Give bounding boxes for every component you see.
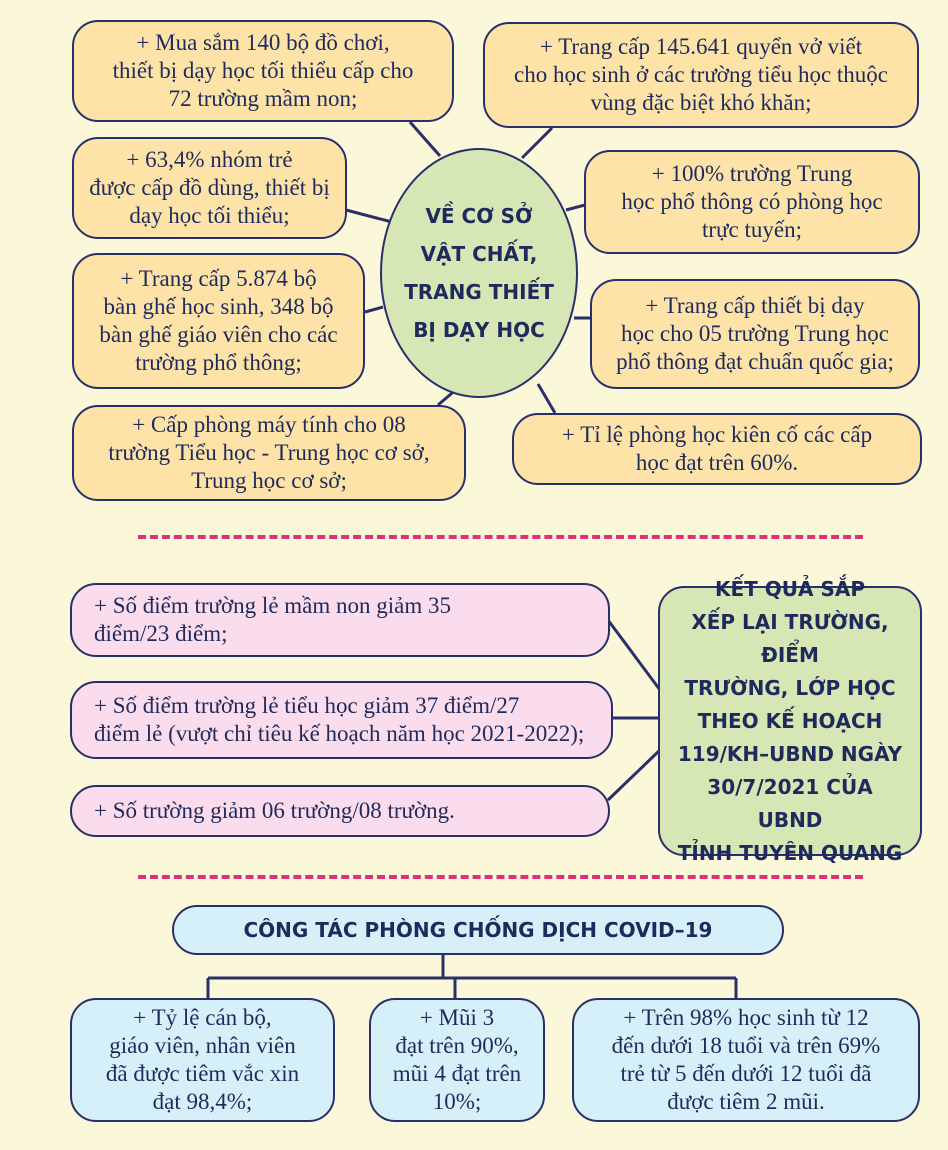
rearrange-item-preschool: + Số điểm trường lẻ mầm non giảm 35 điểm/23 điểm; [70, 583, 610, 657]
rearrange-item-primary: + Số điểm trường lẻ tiểu học giảm 37 điểm/27 điểm lẻ (vượt chỉ tiêu kế hoạch năm học 2021-2022); [70, 681, 613, 759]
rearrange-item-schools: + Số trường giảm 06 trường/08 trường. [70, 785, 610, 837]
facility-item-standard-schools: + Trang cấp thiết bị dạy học cho 05 trường Trung học phổ thông đạt chuẩn quốc gia; [590, 279, 920, 389]
facility-item-preschool-equipment: + 63,4% nhóm trẻ được cấp đồ dùng, thiết bị dạy học tối thiểu; [72, 137, 347, 239]
facility-item-computer-rooms: + Cấp phòng máy tính cho 08 trường Tiểu học - Trung học cơ sở, Trung học cơ sở; [72, 405, 466, 501]
connector-line [410, 122, 440, 156]
connector-line [522, 128, 552, 158]
covid-item-student-vaccination: + Trên 98% học sinh từ 12 đến dưới 18 tuổi và trên 69% trẻ từ 5 đến dưới 12 tuổi đã được tiêm 2 mũi. [572, 998, 920, 1122]
covid-section-title: CÔNG TÁC PHÒNG CHỐNG DỊCH COVID–19 [172, 905, 784, 955]
facility-item-desks: + Trang cấp 5.874 bộ bàn ghế học sinh, 348 bộ bàn ghế giáo viên cho các trường phổ thông; [72, 253, 365, 389]
facility-item-solid-classrooms: + Tỉ lệ phòng học kiên cố các cấp học đạt trên 60%. [512, 413, 922, 485]
facility-item-toys: + Mua sắm 140 bộ đồ chơi, thiết bị dạy học tối thiểu cấp cho 72 trường mầm non; [72, 20, 454, 122]
connector-line [365, 307, 383, 312]
connector-line [346, 210, 392, 222]
connector-line [538, 384, 555, 413]
covid-item-staff-vaccination: + Tỷ lệ cán bộ, giáo viên, nhân viên đã được tiêm vắc xin đạt 98,4%; [70, 998, 335, 1122]
facility-item-online-classrooms: + 100% trường Trung học phổ thông có phòng học trực tuyến; [584, 150, 920, 254]
connector-line [608, 750, 660, 800]
connector-line [608, 620, 660, 690]
connector-line [566, 205, 585, 210]
section-divider [138, 535, 863, 539]
center-oval-facilities: VỀ CƠ SỞ VẬT CHẤT, TRANG THIẾT BỊ DẠY HỌC [380, 148, 578, 398]
center-box-rearrangement: KẾT QUẢ SẮP XẾP LẠI TRƯỜNG, ĐIỂM TRƯỜNG, LỚP HỌC THEO KẾ HOẠCH 119/KH–UBND NGÀY 30/7/2021 CỦA UBND TỈNH TUYÊN QUANG [658, 586, 922, 856]
facility-item-notebooks: + Trang cấp 145.641 quyển vở viết cho học sinh ở các trường tiểu học thuộc vùng đặc biệt khó khăn; [483, 22, 919, 128]
section-divider [138, 875, 863, 879]
covid-item-booster-doses: + Mũi 3 đạt trên 90%, mũi 4 đạt trên 10%; [369, 998, 545, 1122]
